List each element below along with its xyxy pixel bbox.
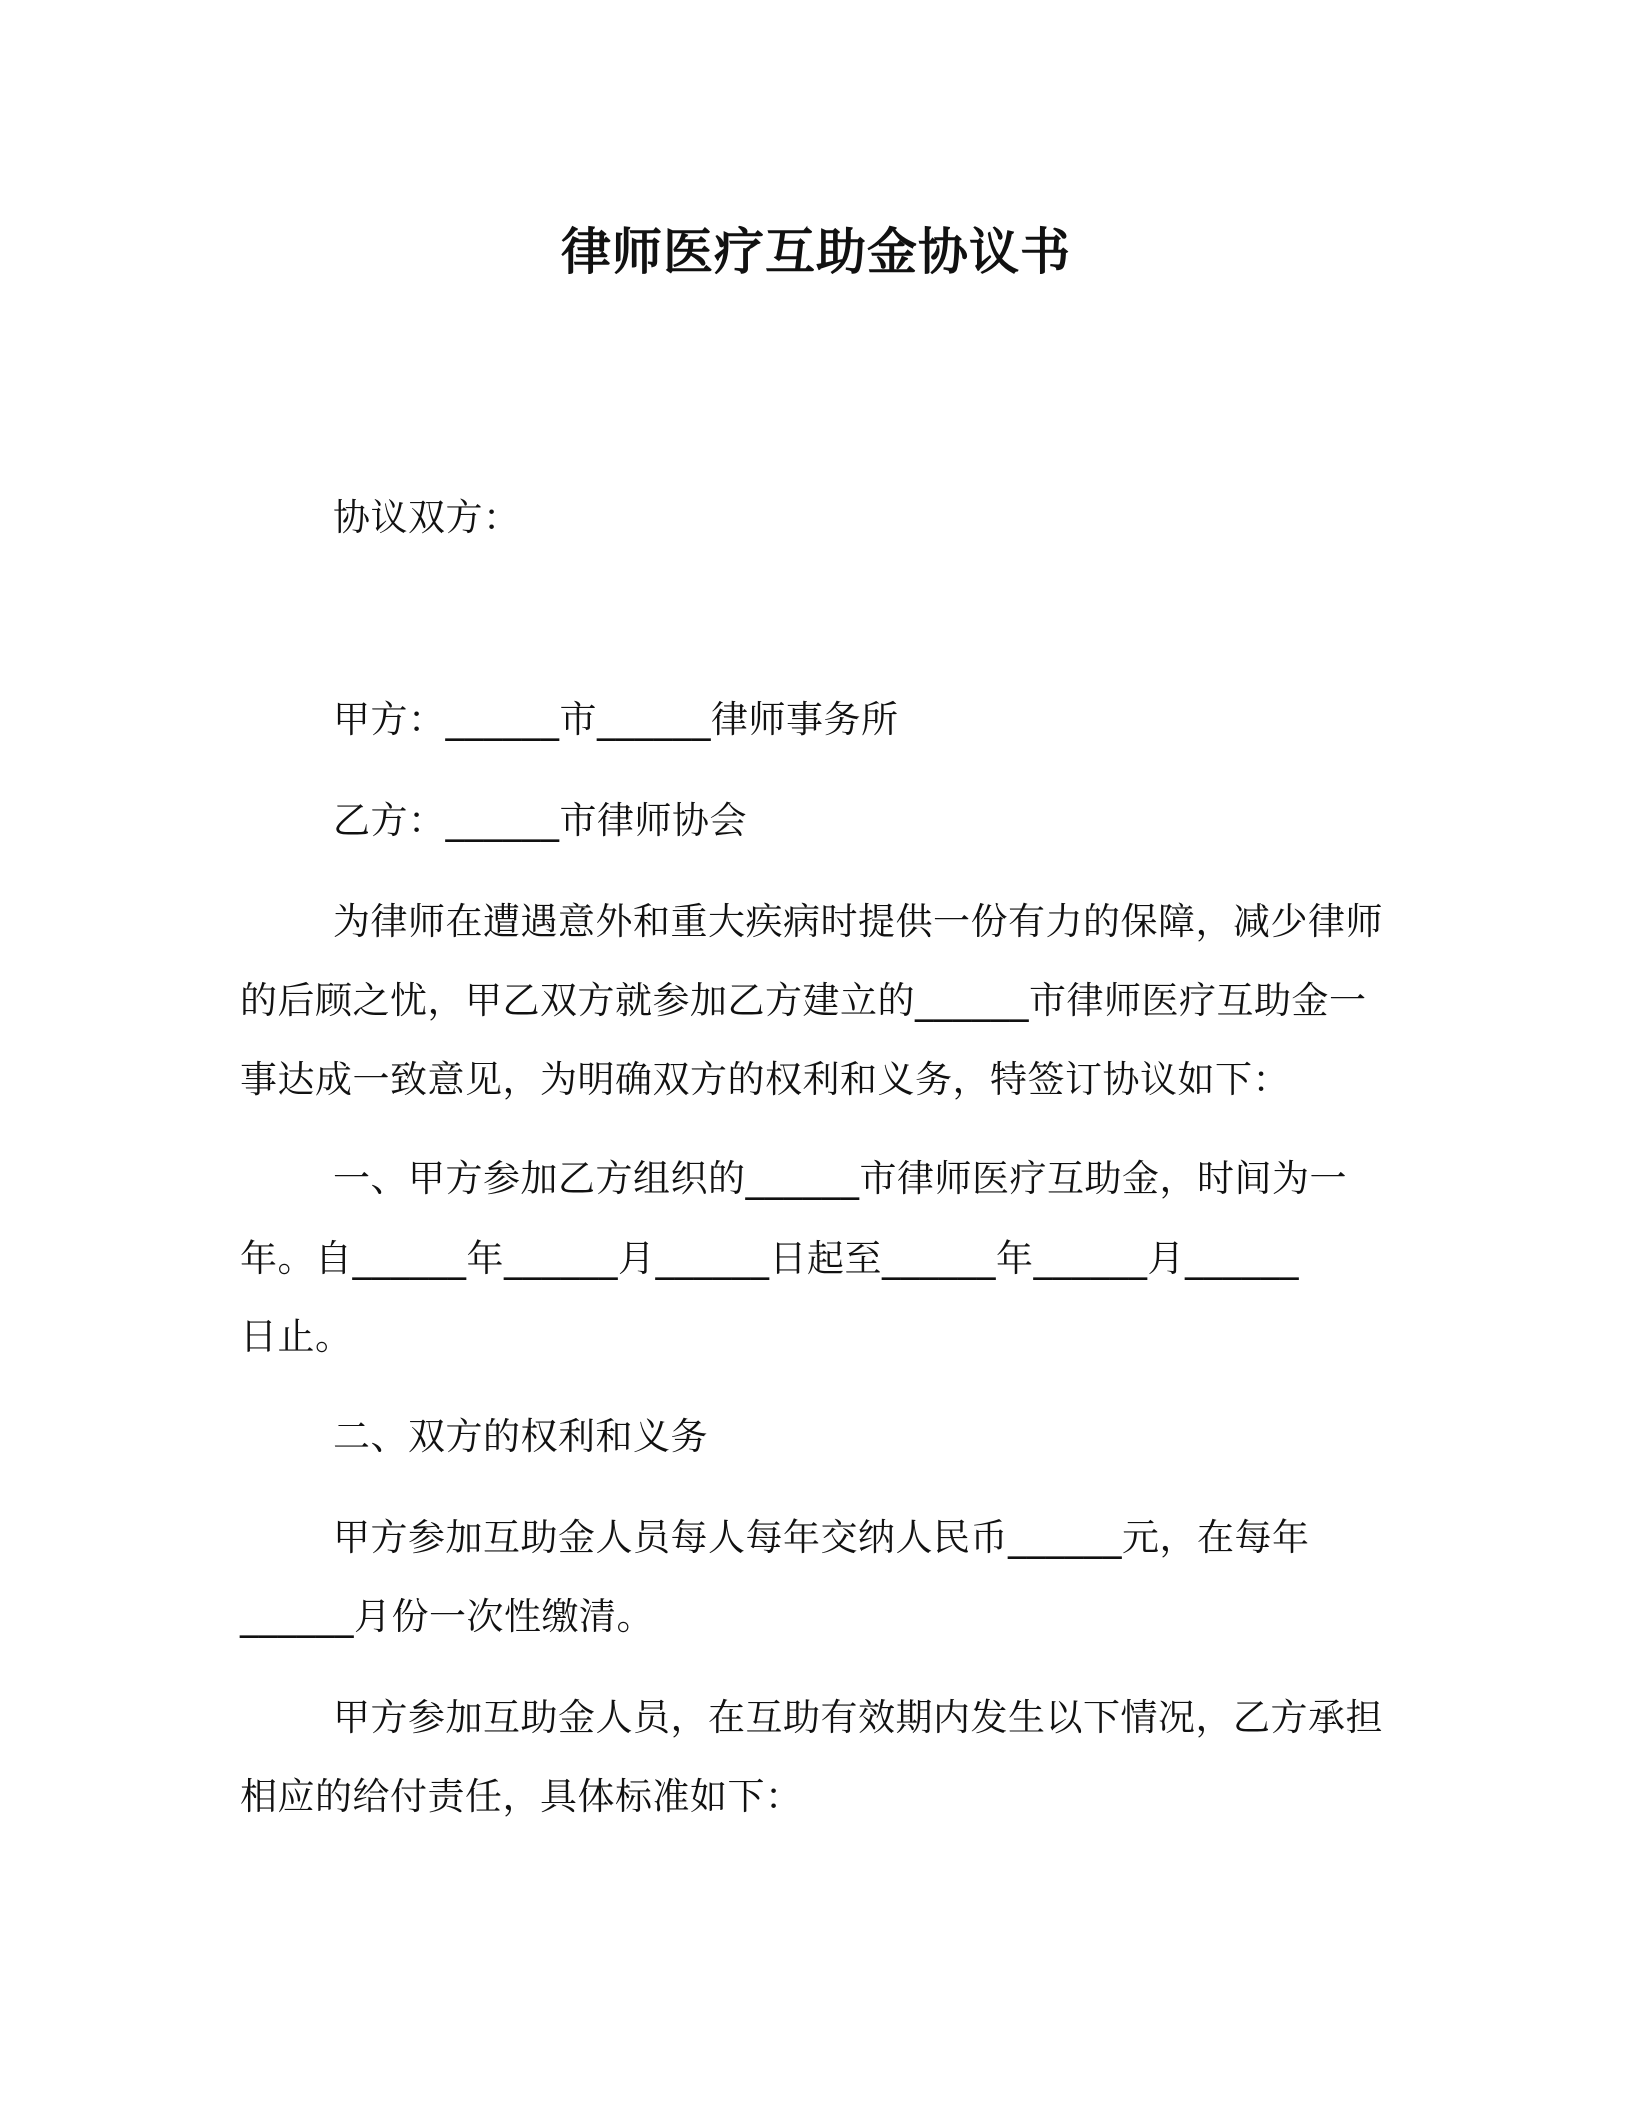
- benefit-line-2: 相应的给付责任，具体标准如下：: [240, 1775, 803, 1818]
- payment-line-2: ______月份一次性缴清。: [240, 1595, 654, 1638]
- clause-1-line-2: 年。自______年______月______日起至______年______月______: [240, 1237, 1299, 1280]
- clause-1-line-1: 一、甲方参加乙方组织的______市律师医疗互助金，时间为一: [333, 1157, 1347, 1200]
- preamble-line-1: 为律师在遭遇意外和重大疾病时提供一份有力的保障，减少律师: [333, 900, 1383, 943]
- party-a-line: 甲方：______市______律师事务所: [333, 698, 899, 741]
- document-title: 律师医疗互助金协议书: [561, 223, 1071, 281]
- parties-heading: 协议双方：: [333, 496, 521, 539]
- party-b-line: 乙方：______市律师协会: [333, 799, 747, 842]
- payment-line-1: 甲方参加互助金人员每人每年交纳人民币______元，在每年: [333, 1516, 1310, 1559]
- clause-1-line-3: 日止。: [240, 1315, 353, 1358]
- preamble-line-3: 事达成一致意见，为明确双方的权利和义务，特签订协议如下：: [240, 1058, 1290, 1101]
- benefit-line-1: 甲方参加互助金人员，在互助有效期内发生以下情况，乙方承担: [333, 1696, 1383, 1739]
- preamble-line-2: 的后顾之忧，甲乙双方就参加乙方建立的______市律师医疗互助金一: [240, 979, 1367, 1022]
- clause-2-heading: 二、双方的权利和义务: [333, 1415, 708, 1458]
